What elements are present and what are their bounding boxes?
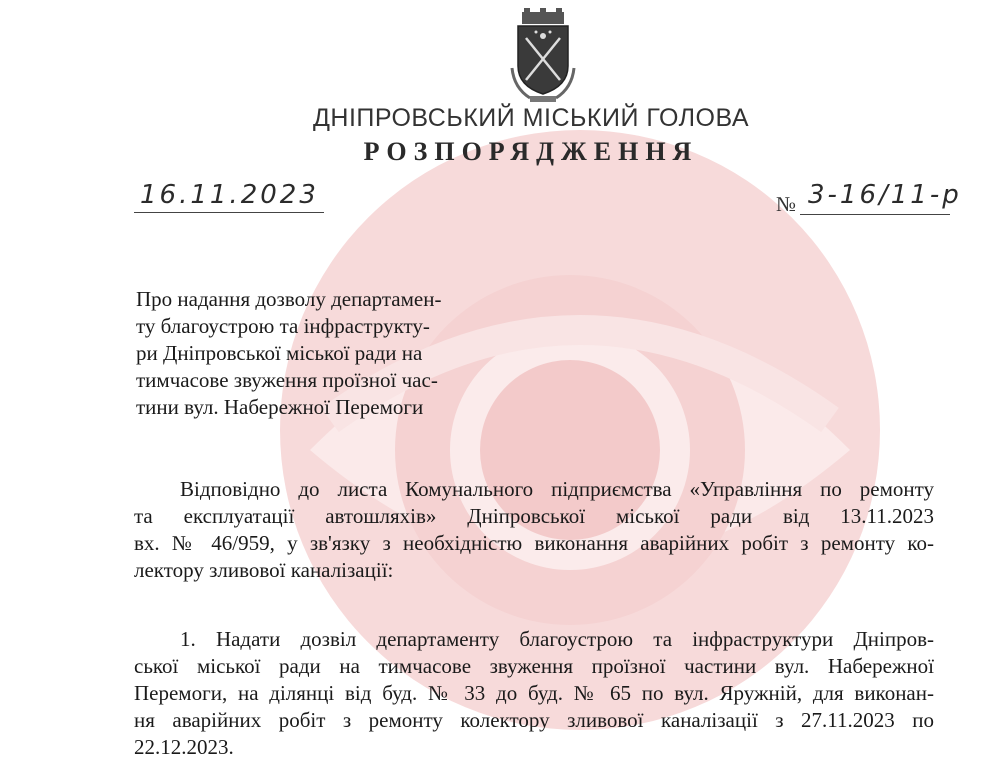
subject-line: ри Дніпровської міської ради на [136,341,423,365]
item-1-line: 1. Надати дозвіл департаменту благоустрою та інфраструктури Дніпров- [180,627,934,651]
subject-line: тимчасове звуження проїзної час- [136,368,438,392]
subject-line: ту благоустрою та інфраструкту- [136,314,430,338]
preamble-line: Відповідно до листа Комунального підприємства «Управління по ремонту [180,477,934,501]
item-1-paragraph [134,626,934,761]
org-title: ДНІПРОВСЬКИЙ МІСЬКИЙ ГОЛОВА [312,104,750,132]
handwritten-number: 3-16/11-р [808,180,962,210]
subject-block [136,286,496,421]
number-prefix: № [776,192,797,216]
preamble-line: вх. № 46/959, у зв'язку з необхідністю виконання аварійних робіт з ремонту ко- [134,531,934,555]
date-underline [134,212,324,213]
item-1-line: ської міської ради на тимчасове звуження проїзної частини вул. Набережної [134,654,934,678]
preamble-paragraph [134,476,934,584]
preamble-line: та експлуатації автошляхів» Дніпровської міської ради від 13.11.2023 [134,504,934,528]
preamble-line: лектору зливової каналізації: [134,558,394,582]
number-underline [800,214,950,215]
city-coat-of-arms-icon [510,8,576,104]
subject-line: тини вул. Набережної Перемоги [136,395,424,419]
item-1-line: 22.12.2023. [134,735,234,759]
document-type: РОЗПОРЯДЖЕННЯ [363,137,699,166]
subject-line: Про надання дозволу департамен- [136,287,442,311]
handwritten-date: 16.11.2023 [140,180,319,210]
item-1-line: ня аварійних робіт з ремонту колектору зливової каналізації з 27.11.2023 по [134,708,934,732]
item-1-line: Перемоги, на ділянці від буд. № 33 до буд. № 65 по вул. Яружній, для виконан- [134,681,934,705]
